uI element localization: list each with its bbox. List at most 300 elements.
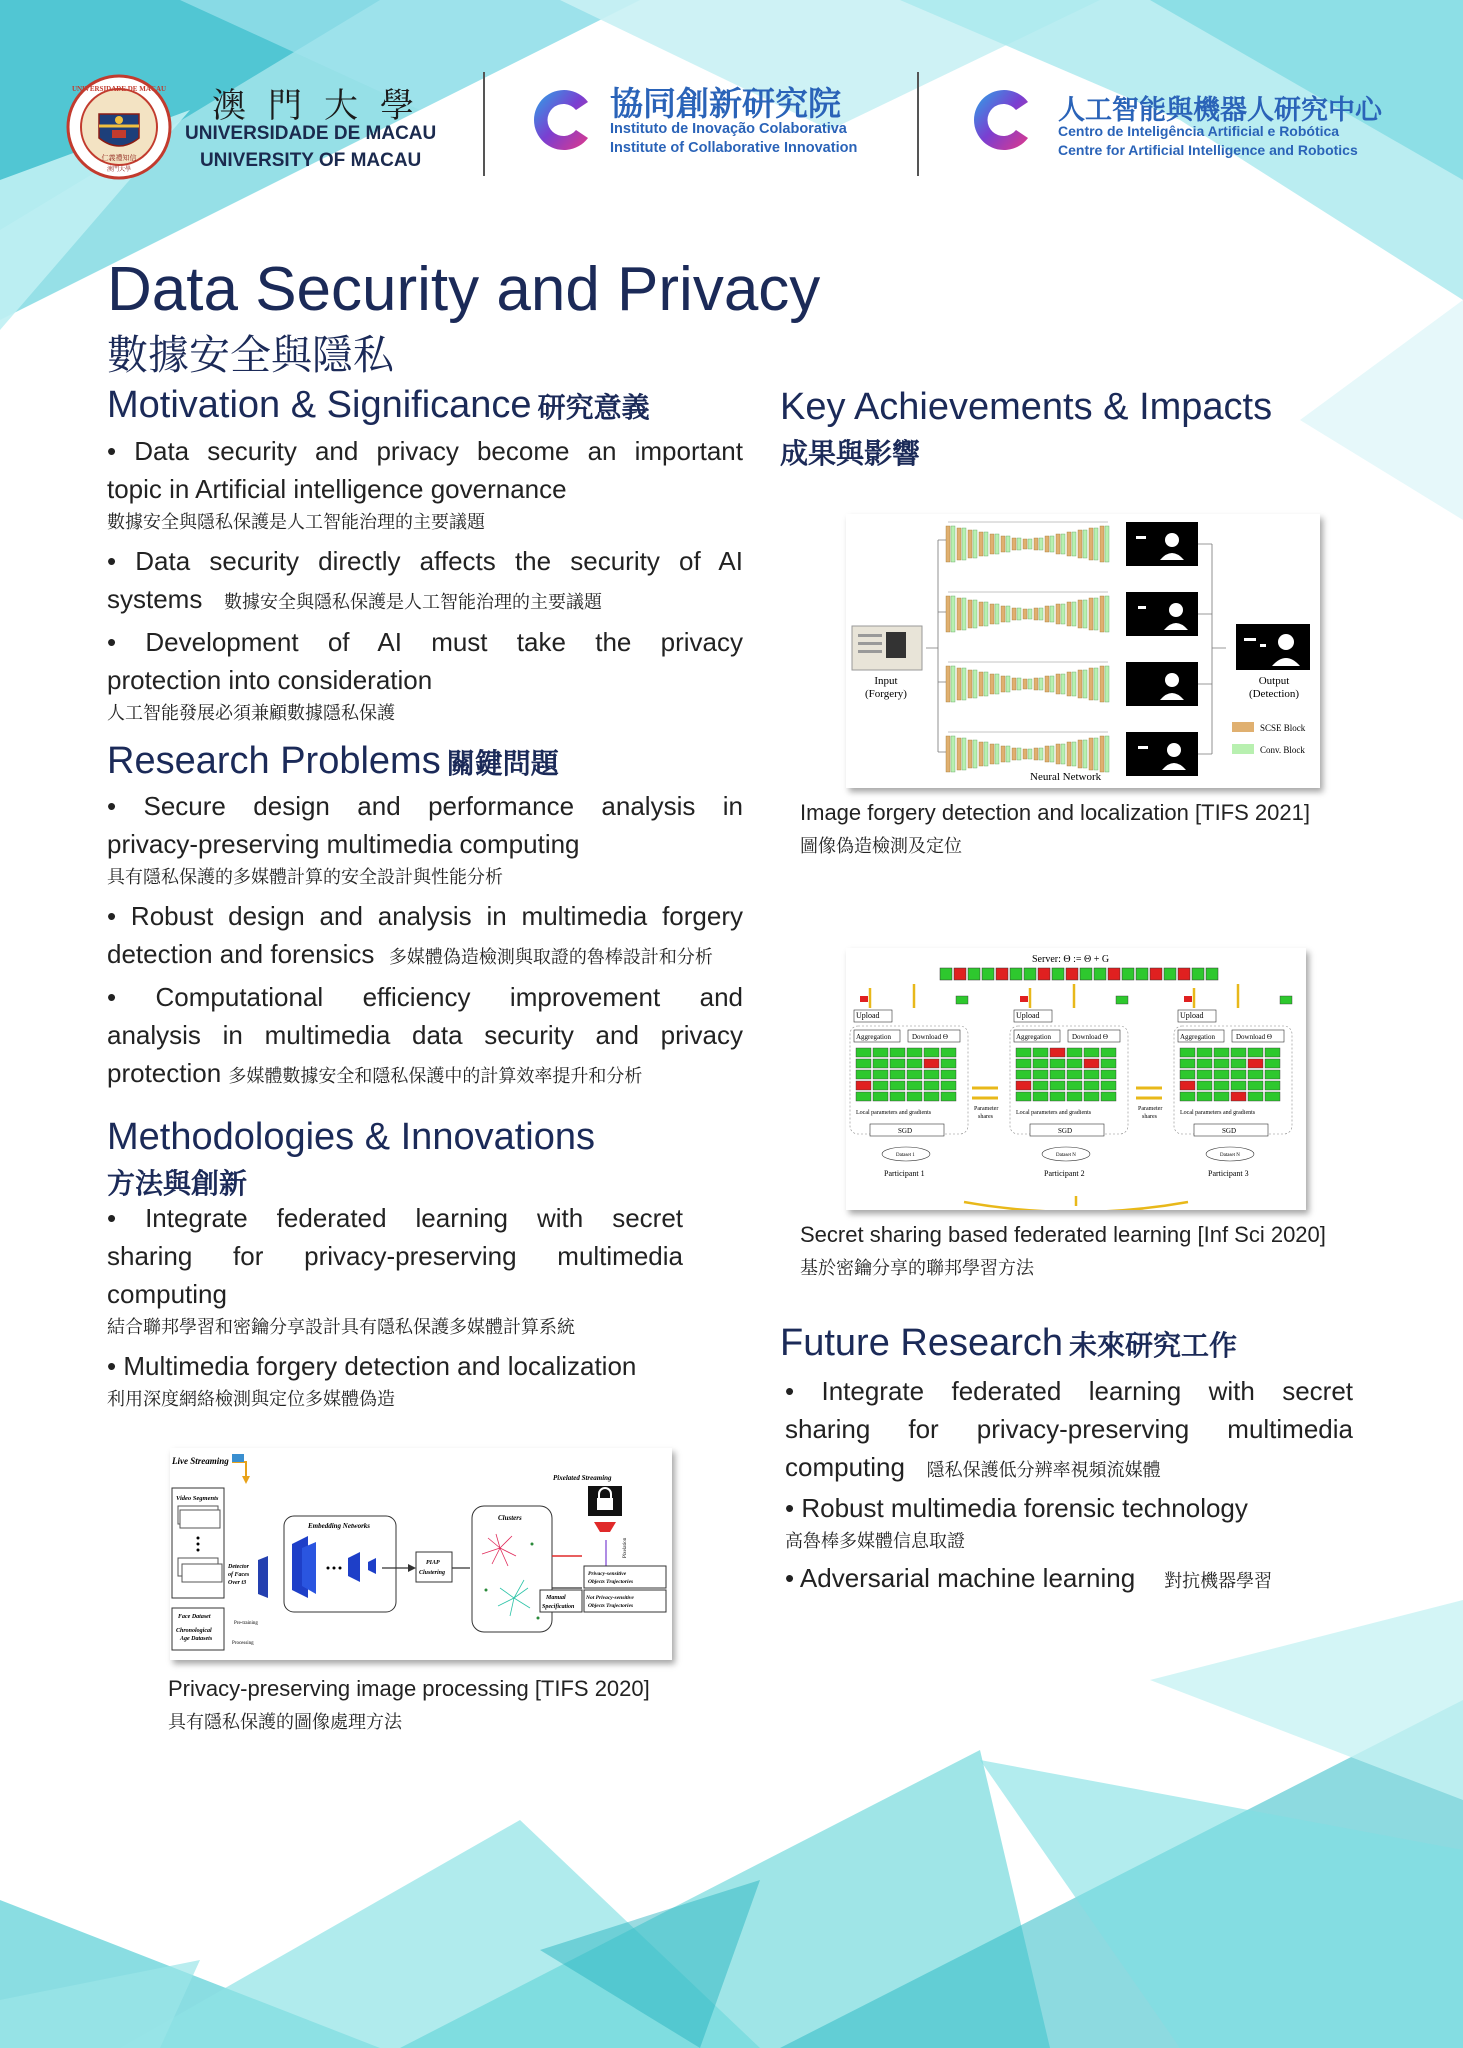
scse-block <box>1089 738 1093 770</box>
server-param-cell <box>1150 968 1162 980</box>
fl-local-param-cell <box>856 1092 871 1101</box>
scse-block <box>1012 678 1016 690</box>
fl-local-param-cell <box>1265 1092 1280 1101</box>
methods-b1-line3: computing <box>107 1279 227 1309</box>
privacy-processing: Processing <box>232 1641 254 1646</box>
forgery-network-label: Neural Network <box>1030 771 1102 783</box>
conv-block <box>962 528 966 560</box>
fl-param-shares-2: shares <box>1142 1114 1157 1120</box>
scse-block <box>990 744 994 764</box>
privacy-piap-1: PIAP <box>426 1560 440 1566</box>
forgery-input-2: (Forgery) <box>865 688 907 700</box>
fl-upload-label: Upload <box>1180 1011 1204 1020</box>
fl-local-param-cell <box>1214 1059 1229 1068</box>
scse-block <box>968 740 972 768</box>
conv-block <box>1039 538 1043 550</box>
conv-block <box>1105 596 1109 632</box>
fl-local-param-cell <box>1197 1081 1212 1090</box>
future-b1-line1: • Integrate federated learning with secret <box>785 1376 1353 1406</box>
server-param-cell <box>940 968 952 980</box>
privacy-face-dataset: Face Dataset <box>178 1614 211 1620</box>
server-param-cell <box>1164 968 1176 980</box>
scse-block <box>968 530 972 558</box>
privacy-pixelated-label: Pixelated Streaming <box>553 1474 612 1482</box>
fl-local-param-cell <box>1180 1070 1195 1079</box>
fl-local-param-cell <box>1248 1048 1263 1057</box>
fl-local-param-cell <box>1050 1048 1065 1057</box>
motivation-heading-cn: 研究意義 <box>537 392 650 423</box>
scse-block <box>1100 596 1104 632</box>
fl-aggregation-label: Aggregation <box>856 1033 891 1041</box>
ici-names <box>610 120 857 158</box>
fl-server-row <box>940 968 1218 980</box>
scse-block <box>1056 674 1060 694</box>
privacy-clusters-label: Clusters <box>498 1514 522 1522</box>
fl-local-param-cell <box>1101 1092 1116 1101</box>
fl-local-param-cell <box>1180 1048 1195 1057</box>
scse-block <box>1078 670 1082 698</box>
future-b1-line2: sharing for privacy-preserving multimedia <box>785 1414 1353 1444</box>
privacy-detector-3: Over t3 <box>228 1580 247 1586</box>
fl-local-param-cell <box>1084 1048 1099 1057</box>
forgery-caption-cn: 圖像偽造檢測及定位 <box>800 836 962 856</box>
server-param-cell <box>1108 968 1120 980</box>
conv-block <box>951 526 955 562</box>
conv-block <box>951 736 955 772</box>
fl-local-param-cell <box>1067 1092 1082 1101</box>
svg-text:仁義禮知信: 仁義禮知信 <box>101 154 137 162</box>
scse-block <box>946 736 950 772</box>
problems-b2-line2: detection and forensics <box>107 939 375 969</box>
um-name-pt: UNIVERSIDADE DE MACAU <box>185 123 437 144</box>
server-param-cell <box>1024 968 1036 980</box>
fl-local-param-cell <box>907 1070 922 1079</box>
fl-local-param-cell <box>1067 1048 1082 1057</box>
fl-local-param-cell <box>1265 1059 1280 1068</box>
fl-dataset-label: Dataset 1 <box>896 1153 915 1158</box>
fl-local-param-cell <box>907 1059 922 1068</box>
conv-block <box>1072 672 1076 696</box>
forgery-output-2: (Detection) <box>1248 688 1300 700</box>
fl-local-label: Local parameters and gradients <box>856 1110 932 1116</box>
conv-block <box>1050 606 1054 622</box>
scse-block <box>979 602 983 626</box>
fl-local-param-cell <box>1050 1059 1065 1068</box>
fl-local-param-cell <box>890 1048 905 1057</box>
forgery-legend-1: SCSE Block <box>1260 723 1306 733</box>
ici-logo-icon <box>526 84 598 156</box>
header-divider-2 <box>917 72 919 176</box>
fl-local-param-cell <box>941 1070 956 1079</box>
future-heading-en: Future Research <box>780 1322 1064 1364</box>
server-param-cell <box>1192 968 1204 980</box>
fl-local-param-cell <box>1231 1081 1246 1090</box>
um-chinese-name: 澳門大學 <box>212 86 436 126</box>
motivation-b3-line1: • Development of AI must take the privacy <box>107 627 743 657</box>
conv-block <box>1094 528 1098 560</box>
server-param-cell <box>954 968 966 980</box>
problems-heading <box>107 740 559 783</box>
cair-logo-icon <box>966 84 1038 156</box>
fl-local-param-cell <box>924 1081 939 1090</box>
fl-local-param-cell <box>856 1048 871 1057</box>
fl-aggregation-label: Aggregation <box>1016 1033 1051 1041</box>
scse-block <box>1034 538 1038 550</box>
fl-local-param-cell <box>873 1070 888 1079</box>
fl-param-shares-1: Parameter <box>974 1106 999 1112</box>
fl-local-param-cell <box>1231 1048 1246 1057</box>
fl-local-param-cell <box>1265 1048 1280 1057</box>
conv-block <box>1039 678 1043 690</box>
server-param-cell <box>1066 968 1078 980</box>
fl-local-param-cell <box>1248 1092 1263 1101</box>
conv-block <box>973 600 977 628</box>
ici-name-en: Institute of Collaborative Innovation <box>610 140 858 156</box>
scse-block <box>1089 598 1093 630</box>
problems-b3-line1: • Computational efficiency improvement and <box>107 982 743 1012</box>
fl-download-label: Download Θ <box>1072 1033 1108 1041</box>
conv-block <box>1050 536 1054 552</box>
conv-block <box>995 604 999 624</box>
conv-block <box>1061 604 1065 624</box>
fl-local-param-cell <box>907 1081 922 1090</box>
server-param-cell <box>968 968 980 980</box>
server-param-cell <box>1136 968 1148 980</box>
fl-local-param-cell <box>1084 1070 1099 1079</box>
fl-local-param-cell <box>873 1048 888 1057</box>
figure-privacy-processing <box>170 1448 672 1660</box>
conv-block <box>1028 539 1032 549</box>
scse-block <box>1023 679 1027 689</box>
scse-block <box>979 672 983 696</box>
problems-b2-cn: 多媒體偽造檢測與取證的魯棒設計和分析 <box>388 947 713 967</box>
fl-local-param-cell <box>941 1081 956 1090</box>
scse-block <box>968 670 972 698</box>
conv-block <box>1017 678 1021 690</box>
scse-block <box>946 666 950 702</box>
conv-block <box>973 530 977 558</box>
conv-block <box>1006 606 1010 622</box>
methods-b2-line1: • Multimedia forgery detection and localization <box>107 1351 637 1381</box>
conv-block <box>1072 532 1076 556</box>
fl-participant-label: Participant 3 <box>1208 1169 1249 1178</box>
fl-local-param-cell <box>1050 1081 1065 1090</box>
fl-local-param-cell <box>924 1092 939 1101</box>
header-divider-1 <box>483 72 485 176</box>
conv-block <box>1072 742 1076 766</box>
motivation-b1-cn: 數據安全與隱私保護是人工智能治理的主要議題 <box>107 512 485 532</box>
conv-block <box>1006 536 1010 552</box>
motivation-b2-cn: 數據安全與隱私保護是人工智能治理的主要議題 <box>224 592 603 612</box>
page-title-chinese: 數據安全與隱私 <box>107 332 394 378</box>
scse-block <box>1078 740 1082 768</box>
conv-block <box>995 674 999 694</box>
scse-block <box>1089 528 1093 560</box>
conv-block <box>1083 530 1087 558</box>
fl-local-param-cell <box>1231 1092 1246 1101</box>
fl-local-label: Local parameters and gradients <box>1016 1110 1092 1116</box>
fl-share-red <box>1020 996 1028 1002</box>
fl-share-green <box>1280 996 1292 1004</box>
scse-block <box>1078 530 1082 558</box>
fl-local-param-cell <box>1248 1070 1263 1079</box>
fl-local-param-cell <box>1180 1092 1195 1101</box>
fl-server-label: Server: Θ := Θ + G <box>1032 954 1110 965</box>
future-heading-cn: 未來研究工作 <box>1069 1330 1238 1361</box>
fl-local-param-cell <box>873 1081 888 1090</box>
fl-local-param-cell <box>1248 1059 1263 1068</box>
fl-sgd-label: SGD <box>898 1127 913 1135</box>
scse-block <box>1001 676 1005 692</box>
server-param-cell <box>1010 968 1022 980</box>
scse-block <box>1045 676 1049 692</box>
cair-name-en: Centre for Artificial Intelligence and Robotics <box>1058 142 1358 158</box>
scse-block <box>1045 606 1049 622</box>
forgery-unet-rows <box>946 522 1109 772</box>
fl-local-param-cell <box>890 1070 905 1079</box>
fl-param-shares-2: shares <box>978 1114 993 1120</box>
scse-block <box>957 738 961 770</box>
fl-local-param-cell <box>1180 1081 1195 1090</box>
conv-block <box>995 744 999 764</box>
scse-block <box>1078 600 1082 628</box>
fl-local-param-cell <box>1067 1059 1082 1068</box>
privacy-embedding-label: Embedding Networks <box>308 1522 371 1530</box>
conv-block <box>1105 666 1109 702</box>
conv-block <box>1050 676 1054 692</box>
cair-chinese-name: 人工智能與機器人研究中心 <box>1058 95 1382 125</box>
figure-federated-learning <box>846 948 1306 1210</box>
fl-local-param-cell <box>907 1048 922 1057</box>
methods-bullets <box>107 1199 683 1413</box>
motivation-b1-line2: topic in Artificial intelligence governance <box>107 474 567 504</box>
conv-block <box>1105 526 1109 562</box>
privacy-caption-cn: 具有隱私保護的圖像處理方法 <box>168 1712 402 1732</box>
scse-block <box>1100 736 1104 772</box>
scse-block <box>1034 748 1038 760</box>
fl-local-param-cell <box>873 1092 888 1101</box>
conv-block <box>1083 670 1087 698</box>
fl-local-param-cell <box>1101 1070 1116 1079</box>
fl-local-param-cell <box>1016 1059 1031 1068</box>
fl-caption-cn: 基於密鑰分享的聯邦學習方法 <box>800 1258 1034 1278</box>
fl-local-param-cell <box>1016 1092 1031 1101</box>
privacy-manual-2: Specification <box>542 1604 575 1610</box>
scse-block <box>1089 668 1093 700</box>
methods-heading-cn: 方法與創新 <box>107 1168 248 1199</box>
fl-local-param-cell <box>1084 1092 1099 1101</box>
conv-block <box>1072 602 1076 626</box>
conv-block <box>995 534 999 554</box>
problems-heading-cn: 關鍵問題 <box>446 748 559 779</box>
motivation-b2-line2: systems <box>107 584 203 614</box>
problems-bullets <box>107 787 743 1095</box>
privacy-piap-2: Clustering <box>419 1570 446 1576</box>
fl-local-param-cell <box>1050 1092 1065 1101</box>
scse-block <box>946 596 950 632</box>
server-param-cell <box>982 968 994 980</box>
scse-block <box>1045 746 1049 762</box>
privacy-not-sensitive-2: Objects Trajectories <box>588 1603 634 1609</box>
fl-sgd-label: SGD <box>1058 1127 1073 1135</box>
fl-share-green <box>956 996 968 1004</box>
conv-block <box>951 596 955 632</box>
fl-local-param-cell <box>1067 1081 1082 1090</box>
scse-block <box>1034 678 1038 690</box>
fl-local-param-cell <box>873 1059 888 1068</box>
fl-local-param-cell <box>1197 1048 1212 1057</box>
scse-block <box>1023 539 1027 549</box>
methods-b1-line1: • Integrate federated learning with secret <box>107 1203 683 1233</box>
fl-local-param-cell <box>1033 1070 1048 1079</box>
scse-block <box>1067 742 1071 766</box>
problems-b1-line2: privacy-preserving multimedia computing <box>107 829 580 859</box>
fl-local-param-cell <box>890 1059 905 1068</box>
achievements-heading: Key Achievements & Impacts <box>780 386 1273 428</box>
fl-local-param-cell <box>1197 1070 1212 1079</box>
fl-local-param-cell <box>1101 1081 1116 1090</box>
fl-share-red <box>860 996 868 1002</box>
fl-local-label: Local parameters and gradients <box>1180 1110 1256 1116</box>
methods-b1-line2: sharing for privacy-preserving multimedia <box>107 1241 683 1271</box>
conv-block <box>1094 598 1098 630</box>
future-bullets <box>785 1372 1353 1600</box>
conv-block <box>973 740 977 768</box>
motivation-b3-line2: protection into consideration <box>107 665 433 695</box>
privacy-detector-2: of Faces <box>228 1572 250 1578</box>
scse-block <box>1023 749 1027 759</box>
cair-name-pt: Centro de Inteligência Artificial e Robótica <box>1058 123 1340 139</box>
conv-block <box>984 602 988 626</box>
server-param-cell <box>1178 968 1190 980</box>
fl-download-label: Download Θ <box>912 1033 948 1041</box>
scse-block <box>1034 608 1038 620</box>
privacy-not-sensitive-1: Not Privacy-sensitive <box>586 1595 634 1601</box>
future-b3-line1: • Adversarial machine learning <box>785 1563 1136 1593</box>
fl-local-param-cell <box>890 1092 905 1101</box>
fl-local-param-cell <box>1231 1070 1246 1079</box>
conv-block <box>1083 600 1087 628</box>
figure-forgery-detection <box>846 514 1320 788</box>
conv-block <box>973 670 977 698</box>
motivation-bullets <box>107 432 743 727</box>
conv-block <box>1050 746 1054 762</box>
fl-share-green <box>1116 996 1128 1004</box>
scse-block <box>1001 746 1005 762</box>
conv-block <box>1006 746 1010 762</box>
fl-local-param-cell <box>1180 1059 1195 1068</box>
privacy-live-label: Live Streaming <box>172 1456 229 1466</box>
scse-block <box>1100 666 1104 702</box>
conv-block <box>1061 674 1065 694</box>
motivation-b2-line1: • Data security directly affects the security of AI <box>107 546 743 576</box>
scse-block <box>1045 536 1049 552</box>
forgery-caption: Image forgery detection and localization [TIFS 2021] <box>800 800 1310 825</box>
scse-block <box>1100 526 1104 562</box>
fl-local-param-cell <box>1067 1070 1082 1079</box>
methods-heading: Methodologies & Innovations <box>107 1116 595 1158</box>
fl-upload-label: Upload <box>1016 1011 1040 1020</box>
fl-local-param-cell <box>890 1081 905 1090</box>
conv-block <box>1017 608 1021 620</box>
fl-upload-label: Upload <box>856 1011 880 1020</box>
um-seal-logo <box>66 74 172 180</box>
fl-local-param-cell <box>1101 1048 1116 1057</box>
scse-block <box>1056 534 1060 554</box>
future-heading <box>780 1322 1237 1365</box>
privacy-caption: Privacy-preserving image processing [TIFS 2020] <box>168 1676 650 1701</box>
conv-block <box>984 672 988 696</box>
motivation-b3-cn: 人工智能發展必須兼顧數據隱私保護 <box>107 703 395 723</box>
conv-block <box>962 668 966 700</box>
problems-b3-cn: 多媒體數據安全和隱私保護中的計算效率提升和分析 <box>228 1066 643 1086</box>
fl-participant-label: Participant 2 <box>1044 1169 1085 1178</box>
conv-block <box>1039 748 1043 760</box>
svg-text:澳門大學: 澳門大學 <box>106 167 132 173</box>
scse-block <box>979 742 983 766</box>
conv-block <box>1017 748 1021 760</box>
conv-block <box>1061 534 1065 554</box>
fl-local-param-cell <box>1265 1081 1280 1090</box>
server-param-cell <box>1206 968 1218 980</box>
scse-block <box>1012 608 1016 620</box>
fl-caption: Secret sharing based federated learning [Inf Sci 2020] <box>800 1222 1326 1247</box>
fl-sgd-label: SGD <box>1222 1127 1237 1135</box>
fl-local-param-cell <box>1214 1081 1229 1090</box>
future-b2-line1: • Robust multimedia forensic technology <box>785 1493 1248 1523</box>
conv-block <box>1061 744 1065 764</box>
um-english-name <box>185 120 436 174</box>
cair-names <box>1058 122 1358 160</box>
conv-block <box>1017 538 1021 550</box>
fl-local-param-cell <box>941 1048 956 1057</box>
future-b2-cn: 高魯棒多媒體信息取證 <box>785 1531 965 1551</box>
fl-local-param-cell <box>1197 1059 1212 1068</box>
motivation-heading <box>107 384 650 427</box>
fl-download-label: Download Θ <box>1236 1033 1272 1041</box>
problems-b3-line3: protection <box>107 1058 222 1088</box>
fl-dataset-label: Dataset N <box>1056 1153 1076 1158</box>
methods-b1-cn: 結合聯邦學習和密鑰分享設計具有隱私保護多媒體計算系統 <box>107 1317 575 1337</box>
privacy-manual-1: Manual <box>546 1595 566 1601</box>
fl-local-param-cell <box>1033 1092 1048 1101</box>
forgery-legend-2: Conv. Block <box>1260 745 1305 755</box>
scse-block <box>1001 606 1005 622</box>
future-b1-cn: 隱私保護低分辨率視頻流媒體 <box>926 1460 1161 1480</box>
fl-local-param-cell <box>1016 1070 1031 1079</box>
scse-block <box>1067 602 1071 626</box>
fl-local-param-cell <box>1214 1092 1229 1101</box>
scse-block <box>1067 672 1071 696</box>
conv-block <box>951 666 955 702</box>
scse-block <box>1067 532 1071 556</box>
conv-block <box>984 742 988 766</box>
conv-block <box>1039 608 1043 620</box>
fl-aggregation-label: Aggregation <box>1180 1033 1215 1041</box>
scse-block <box>990 604 994 624</box>
scse-block <box>1012 538 1016 550</box>
motivation-heading-en: Motivation & Significance <box>107 384 532 426</box>
server-param-cell <box>1094 968 1106 980</box>
scse-block <box>979 532 983 556</box>
problems-b3-line2: analysis in multimedia data security and privacy <box>107 1020 743 1050</box>
privacy-sensitive-1: Privacy-sensitive <box>588 1571 627 1577</box>
fl-local-param-cell <box>1084 1059 1099 1068</box>
scse-block <box>1056 744 1060 764</box>
privacy-segments-label: Video Segments <box>176 1495 219 1502</box>
forgery-input-1: Input <box>874 675 898 687</box>
server-param-cell <box>996 968 1008 980</box>
